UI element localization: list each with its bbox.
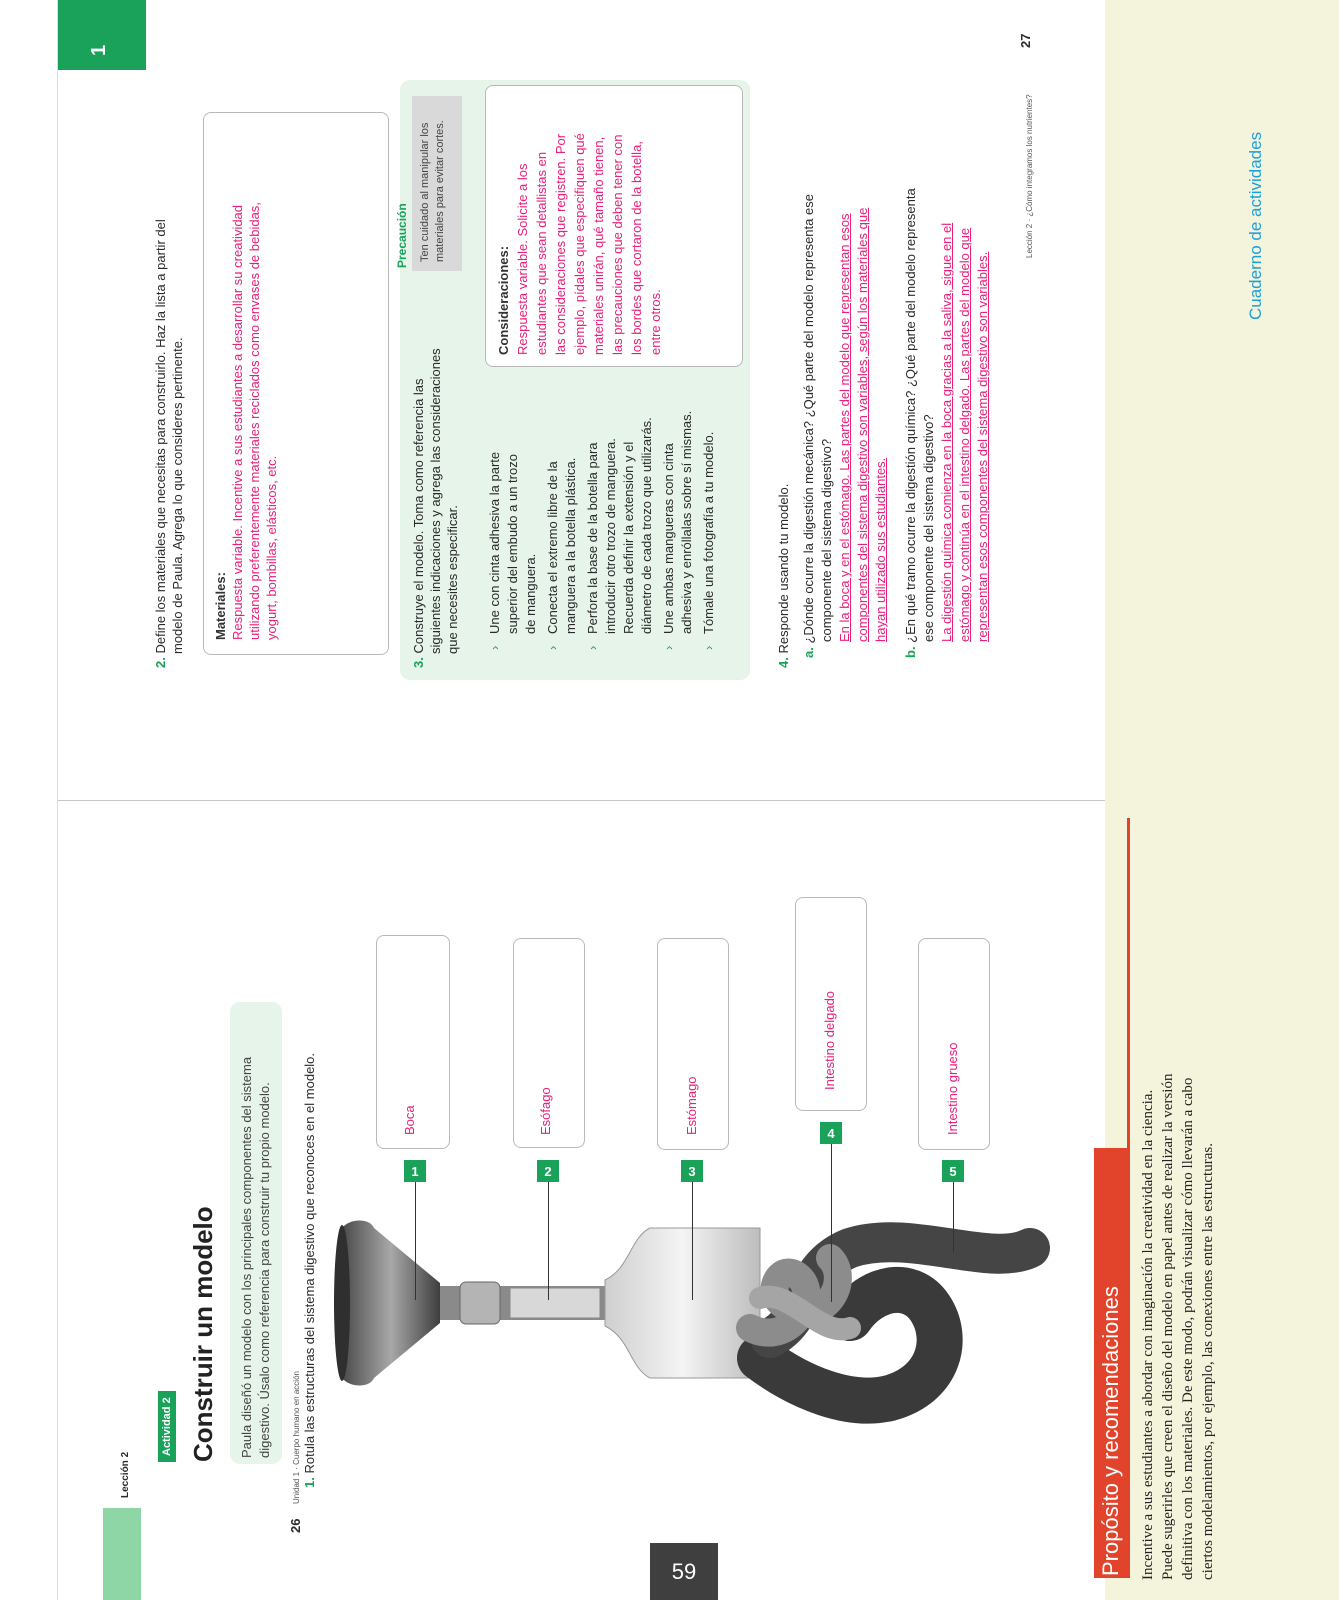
intro-text xyxy=(238,1057,274,1458)
page-left-margin-line xyxy=(57,0,58,1600)
funnel-shape xyxy=(342,1221,440,1386)
leader-line xyxy=(415,1172,416,1300)
considerations-answer: los bordes que cortaron de la botella, xyxy=(629,141,644,355)
question-4a-answer: hayan utilizado sus estudiantes. xyxy=(873,457,888,642)
label-text-4: Intestino delgado xyxy=(822,990,837,1090)
step-bullet-icon: › xyxy=(545,645,560,650)
bottle-shape xyxy=(605,1228,760,1378)
step-item xyxy=(700,411,718,650)
question-4a-line: componente del sistema digestivo? xyxy=(819,438,834,642)
question-2 xyxy=(152,219,186,668)
question-1-number: 1. xyxy=(302,1477,317,1488)
label-number-2: 2 xyxy=(537,1160,559,1182)
question-1 xyxy=(302,1053,317,1488)
digestive-model-illustration xyxy=(330,1188,1070,1518)
workbook-link[interactable]: Cuaderno de actividades xyxy=(1246,131,1265,320)
label-text-3: Estómago xyxy=(684,1076,699,1135)
unit-tab-number: 1 xyxy=(88,44,110,56)
materials-content xyxy=(212,202,280,640)
question-4a-answer: En la boca y en el estómago. Las partes del modelo que representan esos xyxy=(837,213,852,642)
precaution-line: Ten cuidado al manipular los xyxy=(419,122,431,262)
step-line: introducir otro trozo de manguera. xyxy=(603,438,618,634)
question-4b-line: ese componente del sistema digestivo? xyxy=(921,414,936,642)
label-number-4: 4 xyxy=(820,1122,842,1144)
question-4 xyxy=(776,484,791,668)
considerations-answer: las precauciones que deben tener con xyxy=(610,134,625,355)
question-4b-label: b. xyxy=(903,646,918,658)
precaution-line: materiales para evitar cortes. xyxy=(434,120,446,262)
question-4b-line: ¿En qué tramo ocurre la digestión química? ¿Qué parte del modelo representa xyxy=(903,188,918,643)
label-text-2: Esófago xyxy=(538,1087,553,1135)
recommendations-line: Puede sugerirles que creen el diseño del modelo en papel antes de realizar la versión xyxy=(1160,1073,1176,1580)
page-number-badge: 59 xyxy=(650,1543,718,1600)
left-page-number: 26 xyxy=(288,1518,303,1533)
materials-answer: utilizando preferentemente materiales reciclados como envases de bebidas, xyxy=(247,202,262,640)
question-4a-label: a. xyxy=(801,647,816,658)
step-bullet-icon: › xyxy=(487,645,502,650)
considerations-answer: materiales unirán, qué tamaño tienen, xyxy=(591,136,606,355)
considerations-content xyxy=(494,133,665,355)
step-item xyxy=(544,411,580,650)
step-line: Tómale una fotografía a tu modelo. xyxy=(701,431,716,634)
steps-list xyxy=(486,411,718,650)
activity-badge: Actividad 2 xyxy=(158,1391,176,1462)
question-3-line: Construye el modelo. Toma como referencia las xyxy=(411,378,426,654)
considerations-answer: estudiantes que sean detallistas en xyxy=(534,151,549,355)
question-4-number: 4. xyxy=(776,657,791,668)
step-line: Recuerda definir la extensión y el xyxy=(621,441,636,634)
step-item xyxy=(584,411,656,650)
recommendations-line: ciertos modelamientos, por ejemplo, las conexiones entre las estructuras. xyxy=(1200,1143,1216,1580)
considerations-title: Consideraciones: xyxy=(496,245,511,355)
leader-line xyxy=(831,1142,832,1302)
step-line: Une ambas mangueras con cinta xyxy=(661,443,676,634)
materials-answer: yogurt, bombillas, elásticos, etc. xyxy=(264,455,279,640)
question-3-number: 3. xyxy=(411,657,426,668)
lesson-corner-accent xyxy=(103,1508,141,1600)
recommendations-body xyxy=(1138,1074,1218,1580)
question-4a-answer: componentes del sistema digestivo son variables, según los materiales que xyxy=(855,207,870,642)
recommendations-heading: Propósito y recomendaciones xyxy=(1098,1286,1123,1576)
label-number-3: 3 xyxy=(681,1160,703,1182)
step-line: Conecta el extremo libre de la xyxy=(545,461,560,634)
question-2-number: 2. xyxy=(153,657,168,668)
step-bullet-icon: › xyxy=(585,645,600,650)
question-4a xyxy=(800,194,890,658)
label-number-1: 1 xyxy=(404,1160,426,1182)
question-4b xyxy=(902,188,992,658)
leader-line xyxy=(953,1172,954,1252)
question-2-line: Define los materiales que necesitas para construirlo. Haz la lista a partir del xyxy=(153,219,168,654)
step-line: Une con cinta adhesiva la parte xyxy=(487,451,502,634)
step-line: Perfora la base de la botella para xyxy=(585,442,600,634)
label-number-5: 5 xyxy=(942,1160,964,1182)
right-footer-text: Lección 2 · ¿Cómo integramos los nutrientes? xyxy=(1025,94,1034,258)
page-title: Construir un modelo xyxy=(188,1206,218,1462)
step-item xyxy=(486,411,540,650)
clear-tube xyxy=(510,1288,600,1318)
question-3-line: siguientes indicaciones y agrega las consideraciones xyxy=(428,348,443,654)
step-line: diámetro de cada trozo que utilizarás. xyxy=(639,417,654,634)
step-line: manguera a la botella plástica. xyxy=(563,457,578,634)
question-4b-answer: representan esos componentes del sistema digestivo son variables. xyxy=(975,251,990,642)
step-line: superior del embudo a un trozo xyxy=(505,454,520,634)
question-3-line: que necesites especificar. xyxy=(445,505,460,654)
lesson-label: Lección 2 xyxy=(120,1451,131,1498)
materials-title: Materiales: xyxy=(213,572,228,640)
step-bullet-icon: › xyxy=(661,645,676,650)
left-footer-text: Unidad 1 · Cuerpo humano en acción xyxy=(292,1371,301,1504)
step-bullet-icon: › xyxy=(701,645,716,650)
precaution-text xyxy=(418,120,448,262)
recommendations-line: Incentive a sus estudiantes a abordar con imaginación la creatividad en la ciencia. xyxy=(1140,1089,1156,1580)
question-3 xyxy=(410,348,461,668)
label-text-5: Intestino grueso xyxy=(945,1042,960,1135)
funnel-rim xyxy=(334,1225,350,1381)
question-1-text: Rotula las estructuras del sistema digestivo que reconoces en el modelo. xyxy=(302,1052,317,1474)
precaution-title: Precaución xyxy=(395,203,409,268)
leader-line xyxy=(548,1172,549,1300)
page-spine xyxy=(57,800,1105,801)
step-line: adhesiva y enróllalas sobre sí mismas. xyxy=(679,410,694,634)
leader-line xyxy=(692,1172,693,1300)
intro-line: Paula diseñó un modelo con los principales componentes del sistema xyxy=(239,1056,254,1458)
question-2-line: modelo de Paula. Agrega lo que consideres pertinente. xyxy=(170,337,185,654)
considerations-answer: ejemplo, pídales que especifiquen qué xyxy=(572,133,587,355)
considerations-answer: Respuesta variable. Solicite a los xyxy=(515,163,530,355)
intro-line: digestivo. Úsalo como referencia para construir tu propio modelo. xyxy=(257,1082,272,1458)
materials-answer: Respuesta variable. Incentive a sus estudiantes a desarrollar su creatividad xyxy=(230,204,245,640)
label-text-1: Boca xyxy=(402,1105,417,1135)
question-4b-answer: La digestión química comienza en la boca gracias a la saliva, sigue en el xyxy=(939,222,954,642)
right-page-number: 27 xyxy=(1018,33,1033,48)
step-line: de manguera. xyxy=(523,553,538,634)
step-item xyxy=(660,411,696,650)
recommendations-line: definitiva con los materiales. De este modo, podrán visualizar cómo llevarán a cabo xyxy=(1180,1077,1196,1580)
unit-tab xyxy=(58,0,146,70)
tape-wrap xyxy=(460,1282,500,1324)
considerations-answer: las consideraciones que registren. Por xyxy=(553,133,568,355)
considerations-answer: entre otros. xyxy=(648,289,663,355)
question-4a-line: ¿Dónde ocurre la digestión mecánica? ¿Qué parte del modelo representa ese xyxy=(801,194,816,644)
question-4-text: Responde usando tu modelo. xyxy=(776,483,791,654)
question-4b-answer: estómago y continúa en el intestino delgado. Las partes del modelo que xyxy=(957,227,972,642)
